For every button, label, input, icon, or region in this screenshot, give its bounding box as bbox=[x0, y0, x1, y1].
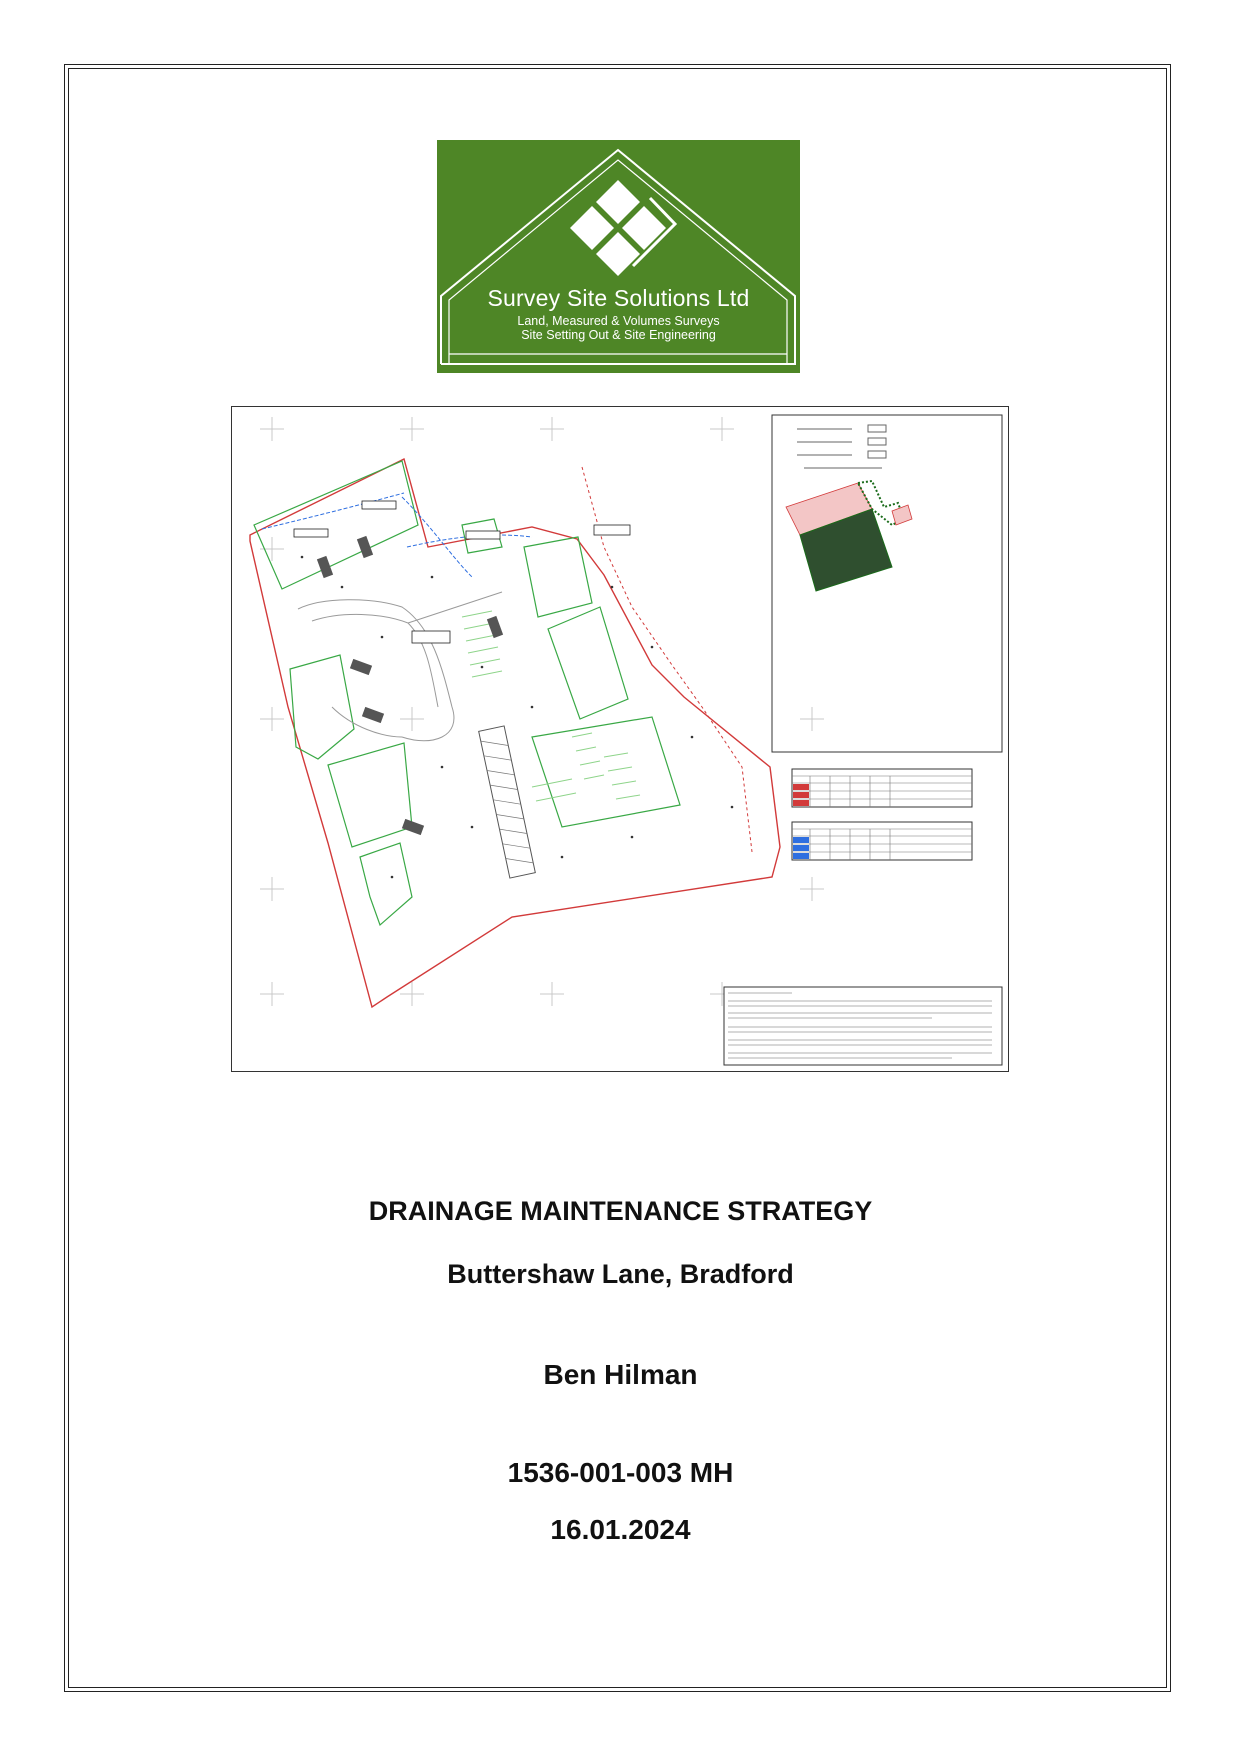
document-reference: 1536-001-003 MH bbox=[507, 1457, 734, 1488]
document-heading: DRAINAGE MAINTENANCE STRATEGY bbox=[368, 1196, 873, 1226]
document-date: 16.01.2024 bbox=[550, 1514, 691, 1545]
site-drainage-plan-drawing bbox=[231, 406, 1009, 1072]
company-tagline-1: Land, Measured & Volumes Surveys bbox=[517, 314, 720, 328]
site-name: Buttershaw Lane, Bradford bbox=[447, 1259, 794, 1289]
author-name: Ben Hilman bbox=[543, 1359, 698, 1390]
company-logo bbox=[437, 140, 800, 373]
company-name: Survey Site Solutions Ltd bbox=[487, 285, 750, 311]
company-tagline-2: Site Setting Out & Site Engineering bbox=[521, 328, 716, 342]
